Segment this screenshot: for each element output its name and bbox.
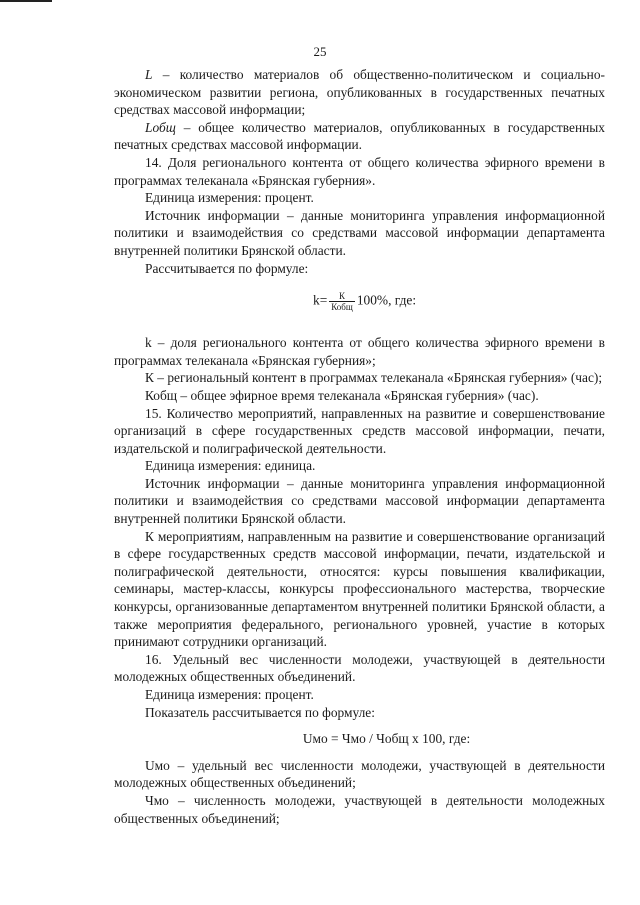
events-description-15: К мероприятиям, направленным на развитие и совершенствование организаций в сфере государственных средств массовой информации, печати, издательской и полиграфической деятельности, относятся: курсы повышения квалификации, семинары, мастер-классы, конкурсы профессионального мастерства, творческие конкурсы, организованные департаментом внутренней политики Брянской области, а также мероприятия федерального, регионального уровней, участие в которых принимают сотрудники организаций. [114, 528, 605, 650]
symbol-l: L [145, 67, 153, 82]
formula-k-denominator: Кобщ [331, 302, 353, 313]
unit-14: Единица измерения: процент. [145, 190, 314, 206]
definition-k: k – доля регионального контента от общего количества эфирного времени в программах телеканала «Брянская губерния»; [114, 335, 605, 368]
definition-kobsh: Кобщ – общее эфирное время телеканала «Брянская губерния» (час). [145, 387, 539, 403]
paragraph-lobsh-definition [114, 119, 605, 154]
indicator-16-heading: 16. Удельный вес численности молодежи, участвующей в деятельности молодежных общественных объединений. [114, 651, 605, 685]
text-l-definition: – количество материалов об общественно-политическом и социально-экономическом развитии региона, опубликованных в государственных печатных средствах массовой информации; [114, 67, 605, 118]
formula-intro-16: Показатель рассчитывается по формуле: [145, 704, 375, 720]
formula-umo: Uмо = Чмо / Чобщ x 100, где: [302, 731, 471, 747]
unit-15: Единица измерения: единица. [145, 458, 316, 474]
definition-umo: Uмо – удельный вес численности молодежи, участвующей в деятельности молодежных общественных объединений; [114, 757, 605, 791]
unit-16: Единица измерения: процент. [145, 687, 314, 702]
formula-k-lhs: k= [313, 292, 328, 308]
formula-k-fraction [329, 291, 355, 312]
text-lobsh-definition: – общее количество материалов, опубликованных в государственных печатных средствах массовой информации. [114, 119, 605, 153]
page-number: 25 [313, 44, 327, 59]
indicator-14-heading: 14. Доля регионального контента от общего количества эфирного времени в программах телеканала «Брянская губерния». [114, 154, 605, 188]
indicator-15-heading: 15. Количество мероприятий, направленных на развитие и совершенствование организаций в сфере государственных средств массовой информации, печати, издательской и полиграфической деятельности. [114, 405, 605, 456]
paragraph-l-definition [114, 66, 605, 119]
top-edge-line [0, 0, 52, 2]
formula-k-numerator: К [329, 291, 355, 302]
formula-k [114, 291, 605, 312]
definition-chmo: Чмо – численность молодежи, участвующей в деятельности молодежных общественных объединений; [114, 792, 605, 826]
formula-k-rhs: 100%, где: [356, 292, 417, 308]
definition-K: К – региональный контент в программах телеканала «Брянская губерния» (час); [145, 370, 603, 386]
formula-intro-14: Рассчитывается по формуле: [145, 260, 309, 276]
document-body [114, 66, 605, 827]
source-15: Источник информации – данные мониторинга управления информационной политики и взаимодействия со средствами массовой информации департамента внутренней политики Брянской области. [114, 475, 605, 527]
source-14: Источник информации – данные мониторинга управления информационной политики и взаимодействия со средствами массовой информации департамента внутренней политики Брянской области. [114, 207, 605, 258]
symbol-lobsh: Lобщ [145, 119, 176, 135]
